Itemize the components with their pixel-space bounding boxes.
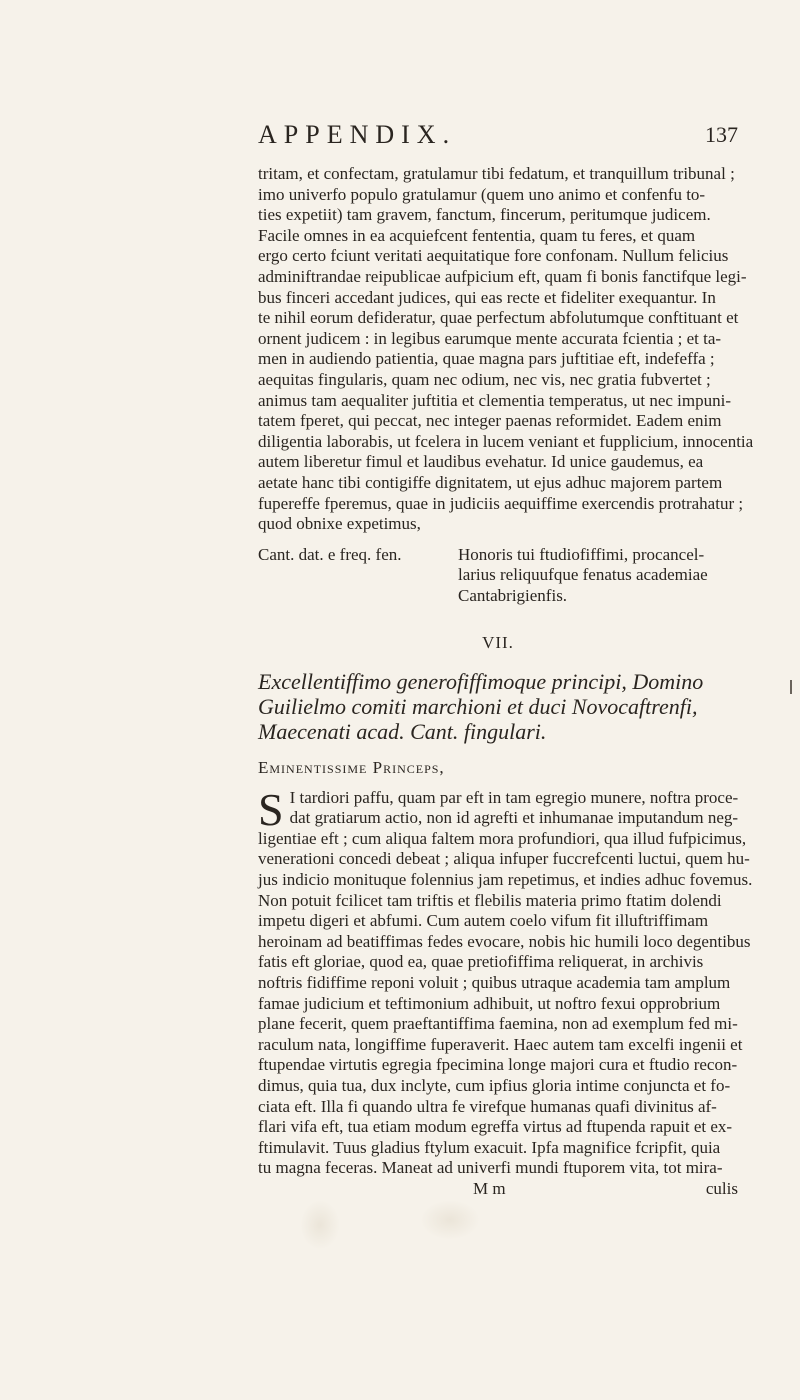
text-line: bus finceri accedant judices, qui eas recte et fideliter exequantur. In	[258, 287, 716, 307]
text-line: tatem fperet, qui peccat, nec integer paenas reformidet. Eadem enim	[258, 411, 722, 431]
text-line: men in audiendo patientia, quae magna pars juftitiae eft, indefeffa ;	[258, 349, 715, 369]
text-line: diligentia laborabis, ut fcelera in lucem veniant et fupplicium, innocentia	[258, 431, 754, 451]
letter-line: Non potuit fcilicet tam triftis et flebilis materia primo ftatim dolendi	[258, 890, 722, 910]
letter-line: ciata eft. Illa fi quando ultra fe virefque humanas quafi divinitus af-	[258, 1096, 717, 1116]
drop-cap: S	[258, 783, 284, 835]
letter-line: ftupendae virtutis egregia fpecimina longe majori cura et ftudio recon-	[258, 1055, 738, 1075]
signoff-date: Cant. dat. e freq. fen.	[258, 544, 402, 564]
page-number: 137	[705, 122, 738, 147]
text-line: aequitas fingularis, quam nec odium, nec vis, nec gratia fubvertet ;	[258, 369, 711, 389]
letter-line: noftris fidiffime reponi voluit ; quibus utraque academia tam amplum	[258, 973, 731, 993]
letter-line: ftimulavit. Tuus gladius ftylum exacuit. Ipfa magnifice fcripfit, quia	[258, 1137, 721, 1157]
text-line: ties expetiit) tam gravem, fanctum, fincerum, peritumque judicem.	[258, 205, 711, 225]
letter-line: heroinam ad beatiffimas fedes evocare, nobis hic humili loco degentibus	[258, 931, 751, 951]
paragraph-continuation	[258, 164, 754, 535]
text-line: Facile omnes in ea acquiefcent fententia, quam tu feres, et quam	[258, 225, 696, 245]
letter-line: impetu digeri et abfumi. Cum autem coelo vifum fit illuftriffimam	[258, 911, 709, 931]
letter-body	[258, 783, 753, 1179]
running-head: APPENDIX.	[258, 120, 457, 149]
text-line: animus tam aequaliter juftitia et clementia temperatus, ut nec impuni-	[258, 390, 732, 410]
signoff-line: larius reliquufque fenatus academiae	[458, 565, 708, 585]
paper-stain	[300, 1200, 340, 1250]
signoff-block	[258, 545, 738, 619]
page-body	[258, 164, 754, 1201]
letter-line: plane fecerit, quem praeftantiffima faemina, non ad exemplum fed mi-	[258, 1014, 738, 1034]
letter-line: jus indicio monituque folennius jam repetimus, et indies adhuc fovemus.	[258, 870, 753, 890]
letter-line: dat gratiarum actio, non id agrefti et inhumanae imputandum neg-	[289, 808, 739, 828]
letter-line: I tardiori paffu, quam par eft in tam egregio munere, noftra proce-	[289, 787, 739, 807]
signoff-line: Cantabrigienfis.	[458, 585, 568, 605]
letter-line: ligentiae eft ; cum aliqua faltem mora profundiori, qua illud fufpicimus,	[258, 828, 747, 848]
letter-line: raculum nata, longiffime fuperaverit. Haec autem tam excelfi ingenii et	[258, 1034, 743, 1054]
text-line: ornent judicem : in legibus earumque mente accurata fcientia ; et ta-	[258, 328, 722, 348]
catchword: culis	[705, 1178, 738, 1198]
dedication-line: Excellentiffimo generofiffimoque principi, Domino	[258, 668, 704, 694]
page-footer	[258, 1179, 738, 1201]
letter-lines	[258, 783, 753, 1179]
letter-line: famae judicium et teftimonium adhibuit, ut noftro fexui opprobrium	[258, 993, 721, 1013]
text-line: imo univerfo populo gratulamur (quem uno animo et confenfu to-	[258, 184, 706, 204]
text-line: autem liberetur fimul et laudibus evehatur. Id unice gaudemus, ea	[258, 452, 704, 472]
salutation: Eminentissime Princeps,	[258, 757, 445, 777]
text-line: ergo certo fciunt veritati aequitatique fore confonam. Nullum felicius	[258, 246, 729, 266]
signature-mark: M m	[473, 1178, 506, 1198]
text-line: te nihil eorum defideratur, quae perfectum abfolutumque conftituant et	[258, 308, 739, 328]
dedication-line: Maecenati acad. Cant. fingulari.	[258, 718, 547, 744]
letter-line: venerationi concedi debeat ; aliqua infuper fuccrefcenti luctui, quem hu-	[258, 849, 750, 869]
page-header	[258, 118, 738, 158]
text-line: adminiftrandae reipublicae aufpicium eft, quam fi bonis fanctifque legi-	[258, 266, 747, 286]
text-line: fupereffe fperemus, quae in judiciis aequiffime exercendis protrahatur ;	[258, 493, 744, 513]
section-number: VII.	[482, 632, 514, 652]
margin-mark	[790, 680, 792, 694]
paper-stain	[420, 1200, 480, 1240]
text-line: quod obnixe expetimus,	[258, 514, 421, 534]
letter-line: dimus, quia tua, dux inclyte, cum ipfius gloria intime conjuncta et fo-	[258, 1076, 731, 1095]
letter-line: tu magna feceras. Maneat ad univerfi mundi ftuporem vita, tot mira-	[258, 1158, 723, 1178]
letter-line: fatis eft gloriae, quod ea, quae pretiofiffima reliquerat, in archivis	[258, 952, 704, 972]
letter-line: flari vifa eft, tua etiam modum egreffa virtus ad ftupenda rapuit et ex-	[258, 1117, 733, 1137]
dedication-line: Guilielmo comiti marchioni et duci Novocaftrenfi,	[258, 693, 698, 719]
dedication-heading	[258, 669, 738, 744]
text-line: tritam, et confectam, gratulamur tibi fedatum, et tranquillum tribunal ;	[258, 164, 735, 183]
signoff-line: Honoris tui ftudiofiffimi, procancel-	[458, 544, 705, 564]
signoff-signature	[458, 545, 708, 607]
text-line: aetate hanc tibi contigiffe dignitatem, ut ejus adhuc majorem partem	[258, 472, 723, 492]
